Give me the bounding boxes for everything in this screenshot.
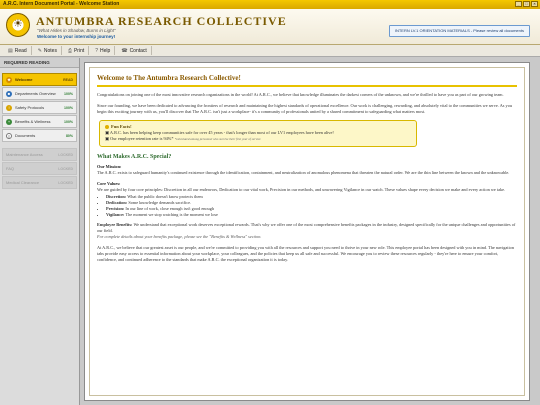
close-icon[interactable]: × xyxy=(531,1,538,7)
list-item: • Discretion: What the public doesn't know protects them xyxy=(106,194,517,200)
plus-icon: + xyxy=(7,118,11,124)
read-button[interactable]: ▤ Read xyxy=(4,46,32,55)
mission-text: The A.R.C. exists to safeguard humanity's continued existence through the identification, containment, and neutralization of anomalous phenomena that threaten the natural order. We are the thin line between the known and the unknowable. xyxy=(97,170,510,175)
values-label: Core Values: xyxy=(97,181,121,186)
document-icon: ≡ xyxy=(7,133,11,139)
org-name: ANTUMBRA RESEARCH COLLECTIVE xyxy=(36,14,287,28)
values-list xyxy=(106,194,517,218)
closing-paragraph: At A.R.C., we believe that our greatest asset is our people, and we're committed to providing you with all the resources and support you need to thrive in your new role. This employee portal has been designed with you in mind. The navigation tabs provide easy access to essential information about your workplace, your colleagues, and the policies that keep us all safe and successful. We encourage you to review these resources regularly - they're here to ensure your comfort, confidence, and continued adherence to the standards that make A.R.C. the exceptional organization it is today. xyxy=(97,245,514,262)
list-item: • Precision: In our line of work, close enough isn't good enough xyxy=(106,206,517,212)
tagline: "What Hides in Shadow, Burns in Light" xyxy=(37,28,116,33)
warning-icon: ! xyxy=(6,105,12,111)
sidebar-item-maintenance: Maintenance Access LOCKED xyxy=(2,148,77,161)
sidebar-heading: REQUIRED READING xyxy=(0,58,79,68)
document-panel xyxy=(89,67,525,396)
main-content[interactable] xyxy=(84,62,530,401)
window-controls xyxy=(515,1,538,7)
sidebar xyxy=(0,58,80,405)
fun-facts-title: Fun Facts! xyxy=(105,124,411,129)
page-title: Welcome to The Antumbra Research Collective! xyxy=(97,74,517,87)
benefits-paragraph: Employee Benefits: We understand that exceptional work deserves exceptional rewards. That's why we offer one of the most comprehensive benefits packages in the industry, designed specifically for the unique challenges and opportunities of our field. xyxy=(97,222,516,233)
list-item: • Vigilance: The moment we stop watching is the moment we lose xyxy=(106,212,517,218)
check-icon: ▣ xyxy=(105,136,111,141)
intro-paragraph: Congratulations on joining one of the most innovative research organizations in the world! At A.R.C., we believe that knowledge illuminates the darkest corners of the unknown, and we're thrilled to have you as part of our growing team. xyxy=(97,92,504,97)
sidebar-item-documents[interactable]: ≡ Documents 80% xyxy=(2,129,77,142)
sidebar-item-welcome[interactable]: ★ Welcome READ xyxy=(2,73,77,86)
benefits-label: Employee Benefits: xyxy=(97,222,133,227)
orientation-notice: INTERN LV.1 ORIENTATION MATERIALS - Please review all documents xyxy=(389,25,530,37)
phone-icon: ☎ xyxy=(121,47,128,54)
building-icon: ■ xyxy=(7,90,11,96)
maximize-icon[interactable]: □ xyxy=(523,1,530,7)
minimize-icon[interactable]: _ xyxy=(515,1,522,7)
printer-icon: ⎙ xyxy=(67,47,72,54)
fun-fact-1: ▣ A.R.C. has been helping keep communities safe for over 45 years - that's longer than most of our LV1 employees have been alive! xyxy=(105,130,334,135)
values-intro: We are guided by four core principles: Discretion in all our endeavors, Dedication to our vital work, Precision in our methods, and unwavering Vigilance in our watch. These values shape every decision we make and every action we take. xyxy=(97,187,506,192)
help-icon: ? xyxy=(95,47,99,54)
sidebar-item-faq: FAQ LOCKED xyxy=(2,162,77,175)
history-paragraph: Since our founding, we have been dedicated to advancing the frontiers of research and maintaining the highest standards of operational excellence. Our work is challenging, rewarding, and absolutely vital to the communities we serve. As you begin this exciting journey with us, you'll discover that The A.R.C. isn't just a workplace- it's a community of professionals united by a shared commitment to safeguarding what matters most. xyxy=(97,103,512,114)
fun-fact-footnote: *calculated among personnel who survive their first year of service xyxy=(174,137,261,141)
toolbar xyxy=(0,45,540,57)
welcome-subtitle: Welcome to your internship journey! xyxy=(37,34,116,39)
help-button[interactable]: ? Help xyxy=(91,46,115,55)
window-titlebar xyxy=(0,0,540,9)
window-title: A.R.C. Intern Document Portal - Welcome Station xyxy=(3,1,120,7)
fun-facts-box xyxy=(99,120,417,147)
sidebar-item-medical: Medical Clearance LOCKED xyxy=(2,176,77,189)
sun-logo-icon xyxy=(6,13,30,37)
list-item: • Dedication: Some knowledge demands sacrifice. xyxy=(106,200,517,206)
contact-button[interactable]: ☎ Contact xyxy=(117,46,151,55)
print-button[interactable]: ⎙ Print xyxy=(64,46,89,55)
portal-header xyxy=(0,9,540,45)
notes-icon: ✎ xyxy=(37,47,42,54)
sidebar-item-safety[interactable]: ! Safety Protocols 100% xyxy=(2,101,77,114)
fun-fact-2: ▣ Our employee retention rate is 94%* *calculated among personnel who survive their first year of service xyxy=(105,136,261,141)
bulb-icon xyxy=(105,125,109,129)
benefits-note: For complete details about your benefits package, please see the "Benefits & Wellness" section. xyxy=(97,234,262,239)
sidebar-item-departments[interactable]: ■ Departments Overview 100% xyxy=(2,87,77,100)
check-icon: ▣ xyxy=(105,130,110,135)
mission-label: Our Mission: xyxy=(97,164,122,169)
notes-button[interactable]: ✎ Notes xyxy=(34,46,62,55)
section-heading-special: What Makes A.R.C. Special? xyxy=(97,154,172,160)
book-icon: ▤ xyxy=(8,47,13,54)
star-icon: ★ xyxy=(7,76,11,82)
sidebar-item-benefits[interactable]: + Benefits & Wellness 100% xyxy=(2,115,77,128)
